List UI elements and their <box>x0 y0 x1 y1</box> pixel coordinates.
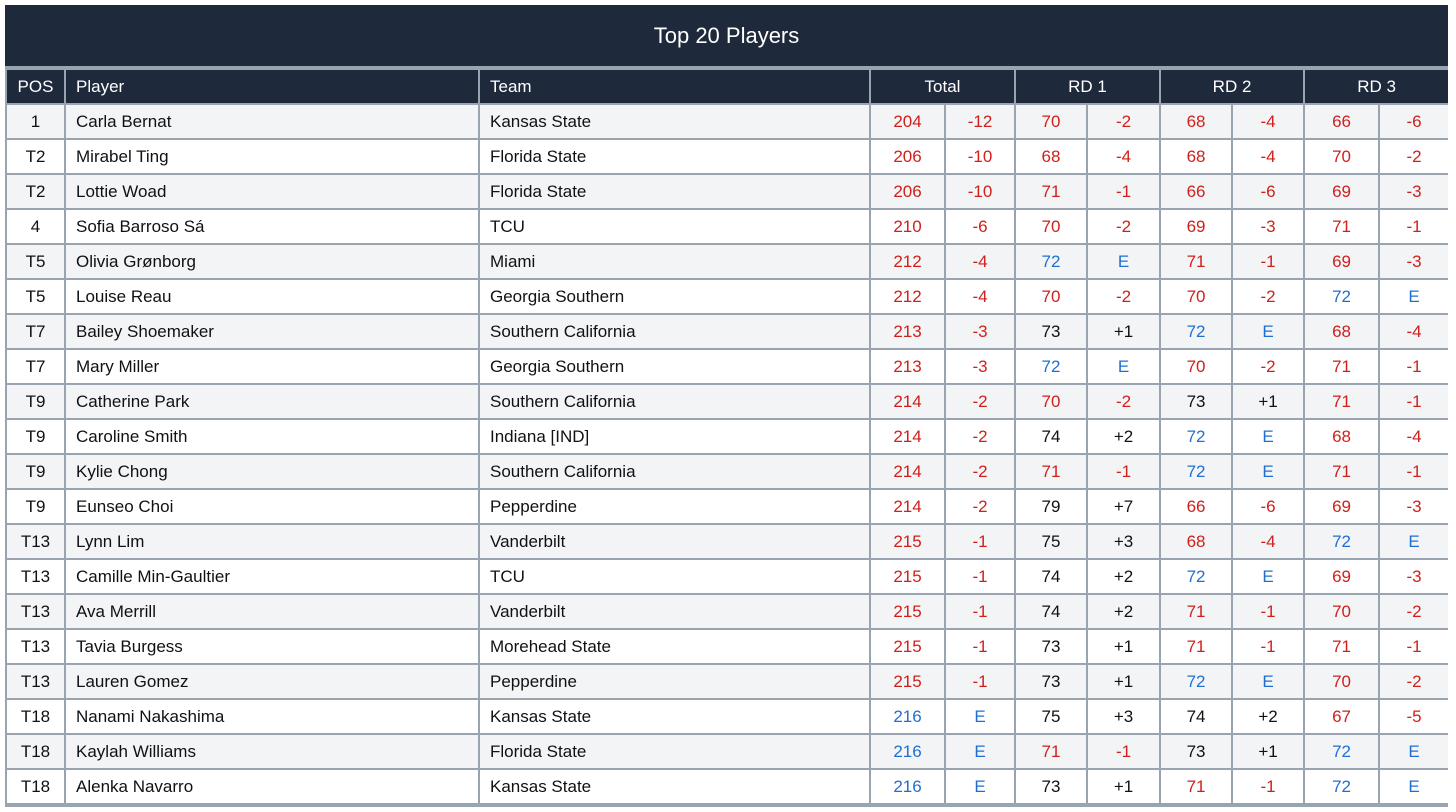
cell-rd2: 71 <box>1161 770 1231 803</box>
cell-pos: T7 <box>7 315 64 348</box>
cell-rd1-to-par: -1 <box>1088 175 1159 208</box>
cell-rd1-to-par: -2 <box>1088 105 1159 138</box>
cell-rd3: 71 <box>1305 210 1378 243</box>
cell-pos: T2 <box>7 175 64 208</box>
table-row <box>7 140 1448 173</box>
cell-total-to-par: -1 <box>946 525 1014 558</box>
cell-rd3-to-par: -1 <box>1380 630 1448 663</box>
cell-rd3-to-par: -3 <box>1380 490 1448 523</box>
cell-pos: T13 <box>7 665 64 698</box>
cell-rd2-to-par: -3 <box>1233 210 1303 243</box>
cell-rd3-to-par: -1 <box>1380 210 1448 243</box>
cell-rd2-to-par: -6 <box>1233 490 1303 523</box>
cell-rd1: 68 <box>1016 140 1086 173</box>
cell-rd2-to-par: -1 <box>1233 245 1303 278</box>
cell-total: 216 <box>871 735 944 768</box>
table-row <box>7 630 1448 663</box>
table-row <box>7 210 1448 243</box>
table-row <box>7 315 1448 348</box>
cell-rd1-to-par: +2 <box>1088 560 1159 593</box>
cell-team: TCU <box>480 560 869 593</box>
leaderboard-table <box>5 68 1450 805</box>
cell-rd3: 69 <box>1305 245 1378 278</box>
cell-rd1-to-par: -2 <box>1088 280 1159 313</box>
cell-rd1: 74 <box>1016 595 1086 628</box>
cell-rd3-to-par: -2 <box>1380 140 1448 173</box>
cell-player: Olivia Grønborg <box>66 245 478 278</box>
cell-player: Tavia Burgess <box>66 630 478 663</box>
cell-rd2: 71 <box>1161 245 1231 278</box>
cell-total: 214 <box>871 420 944 453</box>
cell-total-to-par: -10 <box>946 140 1014 173</box>
cell-team: Georgia Southern <box>480 280 869 313</box>
cell-total: 204 <box>871 105 944 138</box>
header-total: Total <box>871 70 1014 103</box>
cell-total-to-par: -4 <box>946 245 1014 278</box>
cell-player: Sofia Barroso Sá <box>66 210 478 243</box>
cell-total-to-par: -12 <box>946 105 1014 138</box>
cell-rd2-to-par: +2 <box>1233 700 1303 733</box>
cell-player: Caroline Smith <box>66 420 478 453</box>
cell-team: Vanderbilt <box>480 525 869 558</box>
cell-total-to-par: E <box>946 770 1014 803</box>
cell-rd1-to-par: -4 <box>1088 140 1159 173</box>
cell-rd2: 74 <box>1161 700 1231 733</box>
cell-total: 212 <box>871 245 944 278</box>
cell-total: 216 <box>871 700 944 733</box>
cell-rd1-to-par: +1 <box>1088 630 1159 663</box>
cell-rd1: 75 <box>1016 525 1086 558</box>
table-title: Top 20 Players <box>5 5 1448 66</box>
table-row <box>7 420 1448 453</box>
cell-team: Pepperdine <box>480 490 869 523</box>
cell-rd1: 74 <box>1016 420 1086 453</box>
cell-team: Florida State <box>480 140 869 173</box>
cell-rd2: 68 <box>1161 105 1231 138</box>
cell-total: 213 <box>871 315 944 348</box>
cell-player: Ava Merrill <box>66 595 478 628</box>
header-rd3: RD 3 <box>1305 70 1448 103</box>
table-row <box>7 175 1448 208</box>
cell-rd2-to-par: E <box>1233 420 1303 453</box>
cell-rd1-to-par: +1 <box>1088 665 1159 698</box>
cell-rd2-to-par: -4 <box>1233 105 1303 138</box>
cell-rd2-to-par: -4 <box>1233 525 1303 558</box>
cell-rd3: 67 <box>1305 700 1378 733</box>
cell-rd3-to-par: E <box>1380 770 1448 803</box>
cell-total-to-par: -3 <box>946 315 1014 348</box>
cell-rd2-to-par: E <box>1233 665 1303 698</box>
cell-pos: T9 <box>7 455 64 488</box>
cell-rd2: 71 <box>1161 630 1231 663</box>
cell-player: Eunseo Choi <box>66 490 478 523</box>
cell-total-to-par: -2 <box>946 490 1014 523</box>
cell-team: Morehead State <box>480 630 869 663</box>
cell-rd1: 72 <box>1016 350 1086 383</box>
table-row <box>7 735 1448 768</box>
table-row <box>7 490 1448 523</box>
cell-rd3-to-par: -6 <box>1380 105 1448 138</box>
cell-rd1-to-par: +2 <box>1088 595 1159 628</box>
cell-rd3-to-par: -3 <box>1380 560 1448 593</box>
cell-rd3: 70 <box>1305 665 1378 698</box>
header-player: Player <box>66 70 478 103</box>
cell-total: 215 <box>871 665 944 698</box>
cell-rd1: 73 <box>1016 630 1086 663</box>
cell-rd1: 70 <box>1016 105 1086 138</box>
cell-player: Lynn Lim <box>66 525 478 558</box>
cell-player: Carla Bernat <box>66 105 478 138</box>
cell-pos: T5 <box>7 280 64 313</box>
cell-pos: T9 <box>7 420 64 453</box>
cell-rd3-to-par: E <box>1380 735 1448 768</box>
cell-pos: T9 <box>7 385 64 418</box>
table-row <box>7 280 1448 313</box>
cell-total-to-par: -1 <box>946 665 1014 698</box>
cell-total-to-par: -10 <box>946 175 1014 208</box>
cell-rd1: 71 <box>1016 455 1086 488</box>
cell-total: 213 <box>871 350 944 383</box>
cell-rd3-to-par: -1 <box>1380 385 1448 418</box>
cell-rd3: 71 <box>1305 350 1378 383</box>
cell-rd3-to-par: -4 <box>1380 315 1448 348</box>
cell-total: 215 <box>871 525 944 558</box>
cell-rd3: 69 <box>1305 490 1378 523</box>
cell-pos: T18 <box>7 735 64 768</box>
cell-player: Kaylah Williams <box>66 735 478 768</box>
cell-rd1: 73 <box>1016 770 1086 803</box>
cell-rd3-to-par: -5 <box>1380 700 1448 733</box>
table-row <box>7 770 1448 803</box>
cell-rd2: 72 <box>1161 665 1231 698</box>
cell-rd1-to-par: +1 <box>1088 315 1159 348</box>
cell-team: Miami <box>480 245 869 278</box>
cell-player: Alenka Navarro <box>66 770 478 803</box>
cell-total: 214 <box>871 385 944 418</box>
cell-team: Florida State <box>480 735 869 768</box>
cell-rd3-to-par: -1 <box>1380 455 1448 488</box>
cell-player: Camille Min-Gaultier <box>66 560 478 593</box>
cell-rd3-to-par: E <box>1380 280 1448 313</box>
cell-rd2-to-par: -2 <box>1233 350 1303 383</box>
cell-rd2-to-par: +1 <box>1233 385 1303 418</box>
cell-rd3-to-par: -3 <box>1380 175 1448 208</box>
table-row <box>7 455 1448 488</box>
cell-team: Kansas State <box>480 770 869 803</box>
cell-rd2-to-par: E <box>1233 315 1303 348</box>
table-row <box>7 560 1448 593</box>
cell-total: 212 <box>871 280 944 313</box>
cell-total-to-par: E <box>946 700 1014 733</box>
cell-rd2: 70 <box>1161 350 1231 383</box>
cell-rd3-to-par: -4 <box>1380 420 1448 453</box>
cell-rd2: 70 <box>1161 280 1231 313</box>
cell-rd2: 73 <box>1161 385 1231 418</box>
cell-total: 215 <box>871 560 944 593</box>
cell-total-to-par: -2 <box>946 420 1014 453</box>
cell-total-to-par: -1 <box>946 560 1014 593</box>
cell-rd3: 66 <box>1305 105 1378 138</box>
cell-pos: T5 <box>7 245 64 278</box>
cell-rd2: 68 <box>1161 140 1231 173</box>
cell-rd1-to-par: E <box>1088 350 1159 383</box>
cell-total-to-par: -2 <box>946 455 1014 488</box>
cell-rd2: 66 <box>1161 175 1231 208</box>
cell-rd3: 70 <box>1305 595 1378 628</box>
cell-player: Mary Miller <box>66 350 478 383</box>
cell-rd2-to-par: -1 <box>1233 595 1303 628</box>
cell-rd1: 74 <box>1016 560 1086 593</box>
cell-rd1: 73 <box>1016 315 1086 348</box>
cell-rd2: 72 <box>1161 315 1231 348</box>
cell-rd2-to-par: -6 <box>1233 175 1303 208</box>
cell-team: Pepperdine <box>480 665 869 698</box>
cell-rd1: 75 <box>1016 700 1086 733</box>
cell-total: 214 <box>871 490 944 523</box>
cell-rd2: 68 <box>1161 525 1231 558</box>
cell-rd3: 68 <box>1305 420 1378 453</box>
cell-rd1-to-par: +1 <box>1088 770 1159 803</box>
cell-rd2: 72 <box>1161 560 1231 593</box>
cell-rd2-to-par: E <box>1233 455 1303 488</box>
cell-team: Indiana [IND] <box>480 420 869 453</box>
cell-rd3-to-par: -3 <box>1380 245 1448 278</box>
cell-total-to-par: -6 <box>946 210 1014 243</box>
cell-total-to-par: -2 <box>946 385 1014 418</box>
cell-rd3-to-par: -2 <box>1380 665 1448 698</box>
cell-rd1-to-par: +3 <box>1088 700 1159 733</box>
cell-rd1-to-par: +7 <box>1088 490 1159 523</box>
header-row <box>7 70 1448 103</box>
cell-team: Southern California <box>480 315 869 348</box>
cell-pos: T13 <box>7 560 64 593</box>
cell-rd3-to-par: -1 <box>1380 350 1448 383</box>
cell-rd2-to-par: +1 <box>1233 735 1303 768</box>
cell-rd2: 72 <box>1161 420 1231 453</box>
cell-rd1-to-par: -2 <box>1088 385 1159 418</box>
cell-rd1: 71 <box>1016 735 1086 768</box>
cell-rd3: 72 <box>1305 280 1378 313</box>
cell-rd1: 79 <box>1016 490 1086 523</box>
cell-pos: T18 <box>7 770 64 803</box>
cell-rd2: 66 <box>1161 490 1231 523</box>
cell-rd3: 71 <box>1305 455 1378 488</box>
header-rd2: RD 2 <box>1161 70 1303 103</box>
table-row <box>7 245 1448 278</box>
cell-rd3: 71 <box>1305 385 1378 418</box>
cell-team: Southern California <box>480 455 869 488</box>
cell-player: Bailey Shoemaker <box>66 315 478 348</box>
cell-player: Louise Reau <box>66 280 478 313</box>
cell-rd2-to-par: -1 <box>1233 630 1303 663</box>
cell-rd2-to-par: -4 <box>1233 140 1303 173</box>
cell-rd2: 69 <box>1161 210 1231 243</box>
cell-player: Mirabel Ting <box>66 140 478 173</box>
cell-rd2-to-par: -2 <box>1233 280 1303 313</box>
leaderboard-frame <box>5 5 1448 807</box>
header-rd1: RD 1 <box>1016 70 1159 103</box>
table-row <box>7 595 1448 628</box>
cell-player: Kylie Chong <box>66 455 478 488</box>
table-row <box>7 700 1448 733</box>
table-row <box>7 525 1448 558</box>
cell-rd3: 72 <box>1305 525 1378 558</box>
cell-pos: 4 <box>7 210 64 243</box>
cell-rd1-to-par: -1 <box>1088 735 1159 768</box>
cell-total-to-par: -1 <box>946 595 1014 628</box>
table-row <box>7 105 1448 138</box>
cell-rd3-to-par: E <box>1380 525 1448 558</box>
cell-pos: T9 <box>7 490 64 523</box>
cell-pos: T7 <box>7 350 64 383</box>
cell-rd1: 70 <box>1016 210 1086 243</box>
cell-rd3: 69 <box>1305 560 1378 593</box>
cell-total: 215 <box>871 595 944 628</box>
cell-total: 214 <box>871 455 944 488</box>
cell-team: Kansas State <box>480 105 869 138</box>
cell-rd3-to-par: -2 <box>1380 595 1448 628</box>
cell-team: Vanderbilt <box>480 595 869 628</box>
cell-rd3: 72 <box>1305 735 1378 768</box>
cell-rd1: 73 <box>1016 665 1086 698</box>
cell-pos: T18 <box>7 700 64 733</box>
cell-pos: T13 <box>7 595 64 628</box>
cell-total-to-par: E <box>946 735 1014 768</box>
cell-rd2-to-par: -1 <box>1233 770 1303 803</box>
cell-rd1: 70 <box>1016 385 1086 418</box>
table-row <box>7 350 1448 383</box>
cell-team: TCU <box>480 210 869 243</box>
cell-rd2: 72 <box>1161 455 1231 488</box>
cell-rd1-to-par: -1 <box>1088 455 1159 488</box>
cell-total: 206 <box>871 175 944 208</box>
header-team: Team <box>480 70 869 103</box>
cell-rd1-to-par: +2 <box>1088 420 1159 453</box>
cell-rd2-to-par: E <box>1233 560 1303 593</box>
cell-team: Florida State <box>480 175 869 208</box>
cell-player: Lauren Gomez <box>66 665 478 698</box>
cell-pos: 1 <box>7 105 64 138</box>
cell-team: Southern California <box>480 385 869 418</box>
cell-rd1-to-par: -2 <box>1088 210 1159 243</box>
cell-rd1-to-par: +3 <box>1088 525 1159 558</box>
cell-total: 210 <box>871 210 944 243</box>
cell-pos: T2 <box>7 140 64 173</box>
cell-rd3: 69 <box>1305 175 1378 208</box>
cell-rd1: 70 <box>1016 280 1086 313</box>
cell-total: 206 <box>871 140 944 173</box>
cell-rd3: 68 <box>1305 315 1378 348</box>
table-row <box>7 385 1448 418</box>
cell-rd1-to-par: E <box>1088 245 1159 278</box>
cell-total: 216 <box>871 770 944 803</box>
cell-player: Nanami Nakashima <box>66 700 478 733</box>
cell-total: 215 <box>871 630 944 663</box>
cell-player: Lottie Woad <box>66 175 478 208</box>
cell-total-to-par: -3 <box>946 350 1014 383</box>
cell-team: Kansas State <box>480 700 869 733</box>
cell-total-to-par: -1 <box>946 630 1014 663</box>
header-pos: POS <box>7 70 64 103</box>
cell-pos: T13 <box>7 630 64 663</box>
cell-rd3: 71 <box>1305 630 1378 663</box>
table-row <box>7 665 1448 698</box>
cell-rd1: 71 <box>1016 175 1086 208</box>
cell-total-to-par: -4 <box>946 280 1014 313</box>
cell-rd1: 72 <box>1016 245 1086 278</box>
cell-rd3: 70 <box>1305 140 1378 173</box>
cell-pos: T13 <box>7 525 64 558</box>
cell-rd2: 71 <box>1161 595 1231 628</box>
cell-team: Georgia Southern <box>480 350 869 383</box>
cell-player: Catherine Park <box>66 385 478 418</box>
cell-rd3: 72 <box>1305 770 1378 803</box>
table-body <box>7 105 1448 803</box>
cell-rd2: 73 <box>1161 735 1231 768</box>
